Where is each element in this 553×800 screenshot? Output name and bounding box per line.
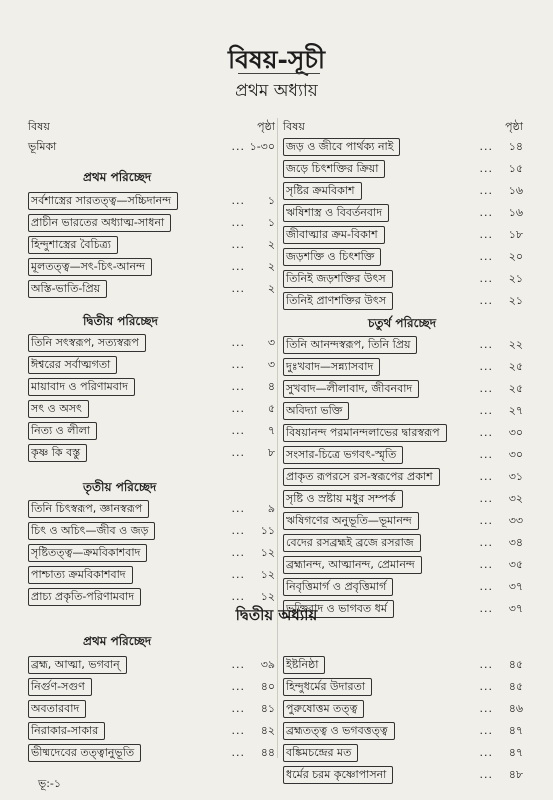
toc-entry — [28, 138, 275, 156]
entry-page: ২ — [267, 238, 275, 251]
toc-entry — [28, 656, 275, 674]
entry-title: ধর্মের চরম কৃষ্ণোপাসনা — [283, 766, 393, 784]
entry-title: অবিদ্যা ভক্তি — [283, 402, 349, 420]
entry-title: মূলতত্ত্ব—সৎ-চিৎ-আনন্দ — [28, 258, 152, 276]
toc-entry — [283, 578, 523, 596]
toc-entry — [28, 744, 275, 762]
section-heading — [28, 312, 275, 330]
entry-page: ৮ — [267, 446, 275, 459]
entry-title: অবতারবাদ — [28, 700, 86, 718]
entry-title: ব্রহ্মতত্ত্ব ও ভগবত্তত্ত্ব — [283, 722, 395, 740]
entry-page: ৪৭ — [508, 746, 523, 759]
left-column — [28, 0, 275, 800]
section-heading — [28, 632, 275, 650]
entry-title: পাশ্চাত্য ক্রমবিকাশবাদ — [28, 566, 133, 584]
toc-entry — [283, 424, 523, 442]
entry-title: তিনিই জড়শক্তির উৎস — [283, 270, 393, 288]
entry-title: প্রাচীন ভারতের অধ্যাত্ম-সাধনা — [28, 214, 171, 232]
leader-dots: ... — [231, 746, 245, 759]
toc-entry — [283, 292, 523, 310]
leader-dots: ... — [231, 336, 245, 349]
entry-title: জড় ও জীবে পার্থক্য নাই — [283, 138, 400, 156]
toc-entry — [283, 656, 523, 674]
entry-page: ১ — [267, 194, 275, 207]
entry-page: ৩ — [267, 336, 275, 349]
leader-dots: ... — [231, 568, 245, 581]
leader-dots: ... — [479, 514, 493, 527]
entry-title: সৃষ্টির ক্রমবিকাশ — [283, 182, 362, 200]
entry-page: ৪০ — [260, 680, 275, 693]
entry-page: ১২ — [260, 590, 275, 603]
page-header: পৃষ্ঠা — [257, 120, 275, 133]
leader-dots: ... — [231, 260, 245, 273]
entry-title: সর্বশাস্ত্রের সারতত্ত্ব—সচ্চিদানন্দ — [28, 192, 178, 210]
leader-dots: ... — [231, 546, 245, 559]
entry-page: ৫ — [267, 402, 275, 415]
entry-title: সংসার-চিত্রে ভগবৎ-স্মৃতি — [283, 446, 403, 464]
chapter-one-heading: প্রথম অধ্যায় — [235, 81, 318, 101]
leader-dots: ... — [479, 580, 493, 593]
entry-title: জড়শক্তি ও চিৎশক্তি — [283, 248, 381, 266]
leader-dots: ... — [479, 404, 493, 417]
entry-title: নির্গুণ-সগুণ — [28, 678, 92, 696]
entry-title: চিৎ ও অচিৎ—জীব ও জড় — [28, 522, 155, 540]
toc-entry — [28, 378, 275, 396]
entry-title: নিত্য ও লীলা — [28, 422, 97, 440]
entry-page: ১২ — [260, 568, 275, 581]
entry-page: ১৬ — [508, 184, 523, 197]
leader-dots: ... — [479, 470, 493, 483]
toc-entry — [28, 280, 275, 298]
leader-dots: ... — [479, 768, 493, 781]
entry-title: বিষয়ানন্দ পরমানন্দলাভের দ্বারস্বরূপ — [283, 424, 447, 442]
entry-page: ১৮ — [508, 228, 523, 241]
left-column-header — [28, 118, 275, 137]
toc-entry — [28, 722, 275, 740]
toc-entry — [283, 766, 523, 784]
entry-page: ৩০ — [508, 426, 523, 439]
entry-page: ৩০ — [508, 448, 523, 461]
leader-dots: ... — [231, 702, 245, 715]
leader-dots: ... — [479, 448, 493, 461]
toc-entry — [283, 226, 523, 244]
entry-title: ঈশ্বরের সর্বাত্মগতা — [28, 356, 117, 374]
leader-dots: ... — [479, 206, 493, 219]
leader-dots: ... — [479, 558, 493, 571]
toc-entry — [283, 204, 523, 222]
entry-page: ৪৪ — [260, 746, 275, 759]
entry-title: সুখবাদ—লীলাবাদ, জীবনবাদ — [283, 380, 419, 398]
entry-title: নিবৃত্তিমার্গ ও প্রবৃত্তিমার্গ — [283, 578, 393, 596]
leader-dots: ... — [479, 702, 493, 715]
leader-dots: ... — [231, 358, 245, 371]
entry-page: ৩১ — [508, 470, 523, 483]
leader-dots: ... — [479, 426, 493, 439]
section-heading — [283, 314, 523, 332]
leader-dots: ... — [479, 492, 493, 505]
entry-page: ২১ — [508, 294, 523, 307]
section-heading-text: দ্বিতীয় পরিচ্ছেদ — [83, 314, 158, 328]
right-column — [283, 0, 523, 800]
leader-dots: ... — [479, 228, 493, 241]
leader-dots: ... — [231, 140, 245, 153]
leader-dots: ... — [479, 338, 493, 351]
entry-page: ১৬ — [508, 206, 523, 219]
section-heading-text: প্রথম পরিচ্ছেদ — [83, 170, 152, 184]
toc-entry — [28, 700, 275, 718]
section-heading-text: চতুর্থ পরিচ্ছেদ — [368, 316, 437, 330]
leader-dots: ... — [479, 602, 493, 615]
entry-page: ৩২ — [508, 492, 523, 505]
section-heading — [28, 478, 275, 496]
entry-title: ভীষ্মদেবের তত্ত্বানুভূতি — [28, 744, 141, 762]
page-title: বিষয়-সূচী — [227, 45, 326, 74]
entry-title: ইষ্টনিষ্ঠা — [283, 656, 325, 674]
entry-page: ১২ — [260, 546, 275, 559]
leader-dots: ... — [479, 184, 493, 197]
entry-title: ব্রহ্ম, আত্মা, ভগবান্‌ — [28, 656, 127, 674]
toc-entry — [283, 556, 523, 574]
entry-page: ২৭ — [508, 404, 523, 417]
entry-title: দুঃখবাদ—সন্ন্যাসবাদ — [283, 358, 380, 376]
toc-entry — [283, 358, 523, 376]
entry-page: ১-৩০ — [249, 140, 275, 153]
toc-entry — [283, 160, 523, 178]
toc-entry — [28, 236, 275, 254]
toc-entry — [28, 444, 275, 462]
entry-page: ২১ — [508, 272, 523, 285]
entry-page: ২২ — [508, 338, 523, 351]
entry-title: প্রাচ্য প্রকৃতি-পরিণামবাদ — [28, 588, 141, 606]
entry-title: তিনি আনন্দস্বরূপ, তিনি প্রিয় — [283, 336, 417, 354]
entry-page: ২০ — [508, 250, 523, 263]
toc-entry — [283, 248, 523, 266]
leader-dots: ... — [479, 724, 493, 737]
page-signature: ভূ:-১ — [38, 777, 62, 790]
entry-title: মায়াবাদ ও পরিণামবাদ — [28, 378, 135, 396]
column-divider — [277, 118, 278, 758]
leader-dots: ... — [479, 680, 493, 693]
entry-page: ৩ — [267, 358, 275, 371]
entry-title: তিনি চিৎস্বরূপ, জ্ঞানস্বরূপ — [28, 500, 149, 518]
toc-entry — [283, 512, 523, 530]
chapter-two-heading: দ্বিতীয় অধ্যায় — [235, 606, 318, 624]
leader-dots: ... — [231, 590, 245, 603]
entry-page: ৩৫ — [508, 558, 523, 571]
leader-dots: ... — [231, 402, 245, 415]
leader-dots: ... — [231, 658, 245, 671]
entry-title: অস্তি-ভাতি-প্রিয় — [28, 280, 107, 298]
entry-page: ১৪ — [508, 140, 523, 153]
leader-dots: ... — [479, 250, 493, 263]
leader-dots: ... — [231, 238, 245, 251]
leader-dots: ... — [479, 162, 493, 175]
entry-page: ১১ — [260, 524, 275, 537]
toc-entry — [28, 422, 275, 440]
leader-dots: ... — [231, 446, 245, 459]
entry-title: ব্রহ্মানন্দ, আত্মানন্দ, প্রেমানন্দ — [283, 556, 422, 574]
toc-entry — [283, 700, 523, 718]
entry-page: ৩৭ — [508, 580, 523, 593]
entry-page: ৪ — [267, 380, 275, 393]
entry-page: ৪৮ — [508, 768, 523, 781]
leader-dots: ... — [231, 724, 245, 737]
leader-dots: ... — [231, 502, 245, 515]
leader-dots: ... — [479, 382, 493, 395]
toc-entry — [283, 722, 523, 740]
page-header: পৃষ্ঠা — [505, 120, 523, 133]
toc-entry — [283, 490, 523, 508]
leader-dots: ... — [231, 282, 245, 295]
right-column-header — [283, 118, 523, 137]
entry-page: ৩৭ — [508, 602, 523, 615]
subject-header: বিষয় — [28, 120, 50, 133]
toc-entry — [28, 400, 275, 418]
entry-page: ২৫ — [508, 360, 523, 373]
entry-page: ২ — [267, 260, 275, 273]
leader-dots: ... — [479, 536, 493, 549]
toc-entry — [28, 334, 275, 352]
toc-entry — [283, 468, 523, 486]
section-heading-text: তৃতীয় পরিচ্ছেদ — [83, 480, 157, 494]
toc-entry — [28, 214, 275, 232]
entry-title: ঋষিগণের অনুভূতি—ভূমানন্দ — [283, 512, 419, 530]
entry-title: ভূমিকা — [28, 140, 57, 153]
entry-page: ৩৯ — [260, 658, 275, 671]
toc-entry — [283, 336, 523, 354]
toc-entry — [283, 138, 523, 156]
entry-title: ভক্তিবাদ ও ভাগবত ধর্ম — [283, 600, 394, 618]
leader-dots: ... — [231, 194, 245, 207]
entry-title: প্রাকৃত রূপরসে রস-স্বরূপের প্রকাশ — [283, 468, 440, 486]
entry-page: ৩৩ — [508, 514, 523, 527]
toc-entry — [28, 544, 275, 562]
toc-entry — [283, 678, 523, 696]
entry-title: তিনি সৎস্বরূপ, সত্যস্বরূপ — [28, 334, 146, 352]
entry-page: ১ — [267, 216, 275, 229]
toc-entry — [283, 402, 523, 420]
toc-entry — [28, 258, 275, 276]
toc-entry — [28, 500, 275, 518]
leader-dots: ... — [479, 360, 493, 373]
toc-entry — [28, 192, 275, 210]
leader-dots: ... — [479, 272, 493, 285]
entry-title: সৃষ্টি ও স্রষ্টায় মধুর সম্পর্ক — [283, 490, 403, 508]
leader-dots: ... — [231, 424, 245, 437]
entry-title: বঙ্কিমচন্দ্রের মত — [283, 744, 358, 762]
leader-dots: ... — [479, 746, 493, 759]
entry-title: নিরাকার-সাকার — [28, 722, 105, 740]
entry-title: তিনিই প্রাণশক্তির উৎস — [283, 292, 393, 310]
entry-page: ৪৭ — [508, 724, 523, 737]
leader-dots: ... — [231, 524, 245, 537]
entry-title: সৎ ও অসৎ — [28, 400, 89, 418]
entry-page: ৪২ — [260, 724, 275, 737]
entry-title: ঋষিশাস্ত্র ও বিবর্তনবাদ — [283, 204, 389, 222]
entry-title: সৃষ্টিতত্ত্ব—ক্রমবিকাশবাদ — [28, 544, 147, 562]
entry-page: ১৫ — [508, 162, 523, 175]
toc-entry — [283, 182, 523, 200]
leader-dots: ... — [231, 680, 245, 693]
entry-page: ২ — [267, 282, 275, 295]
toc-entry — [283, 446, 523, 464]
entry-title: পুরুষোত্তম তত্ত্ব — [283, 700, 364, 718]
toc-entry — [28, 522, 275, 540]
leader-dots: ... — [479, 658, 493, 671]
toc-entry — [283, 380, 523, 398]
section-heading — [28, 168, 275, 186]
entry-title: জীবাত্মার ক্রম-বিকাশ — [283, 226, 385, 244]
toc-entry — [283, 744, 523, 762]
entry-page: ৪৫ — [508, 680, 523, 693]
section-heading-text: প্রথম পরিচ্ছেদ — [83, 634, 152, 648]
toc-entry — [28, 566, 275, 584]
entry-page: ৪১ — [260, 702, 275, 715]
entry-title: বেদের রসব্রহ্মই ব্রজে রসরাজ — [283, 534, 421, 552]
leader-dots: ... — [231, 380, 245, 393]
entry-title: জড়ে চিৎশক্তির ক্রিয়া — [283, 160, 385, 178]
entry-page: ৭ — [267, 424, 275, 437]
entry-page: ২৫ — [508, 382, 523, 395]
entry-title: হিন্দুশাস্ত্রের বৈচিত্র্য — [28, 236, 118, 254]
leader-dots: ... — [479, 140, 493, 153]
subject-header: বিষয় — [283, 120, 305, 133]
leader-dots: ... — [231, 216, 245, 229]
entry-title: হিন্দুধর্মের উদারতা — [283, 678, 372, 696]
entry-page: ৩৪ — [508, 536, 523, 549]
entry-page: ৪৫ — [508, 658, 523, 671]
entry-page: ৯ — [267, 502, 275, 515]
entry-page: ৪৬ — [508, 702, 523, 715]
toc-entry — [28, 678, 275, 696]
toc-entry — [283, 270, 523, 288]
entry-title: কৃষ্ণ কি বস্তু — [28, 444, 87, 462]
leader-dots: ... — [479, 294, 493, 307]
toc-entry — [283, 534, 523, 552]
toc-entry — [28, 356, 275, 374]
